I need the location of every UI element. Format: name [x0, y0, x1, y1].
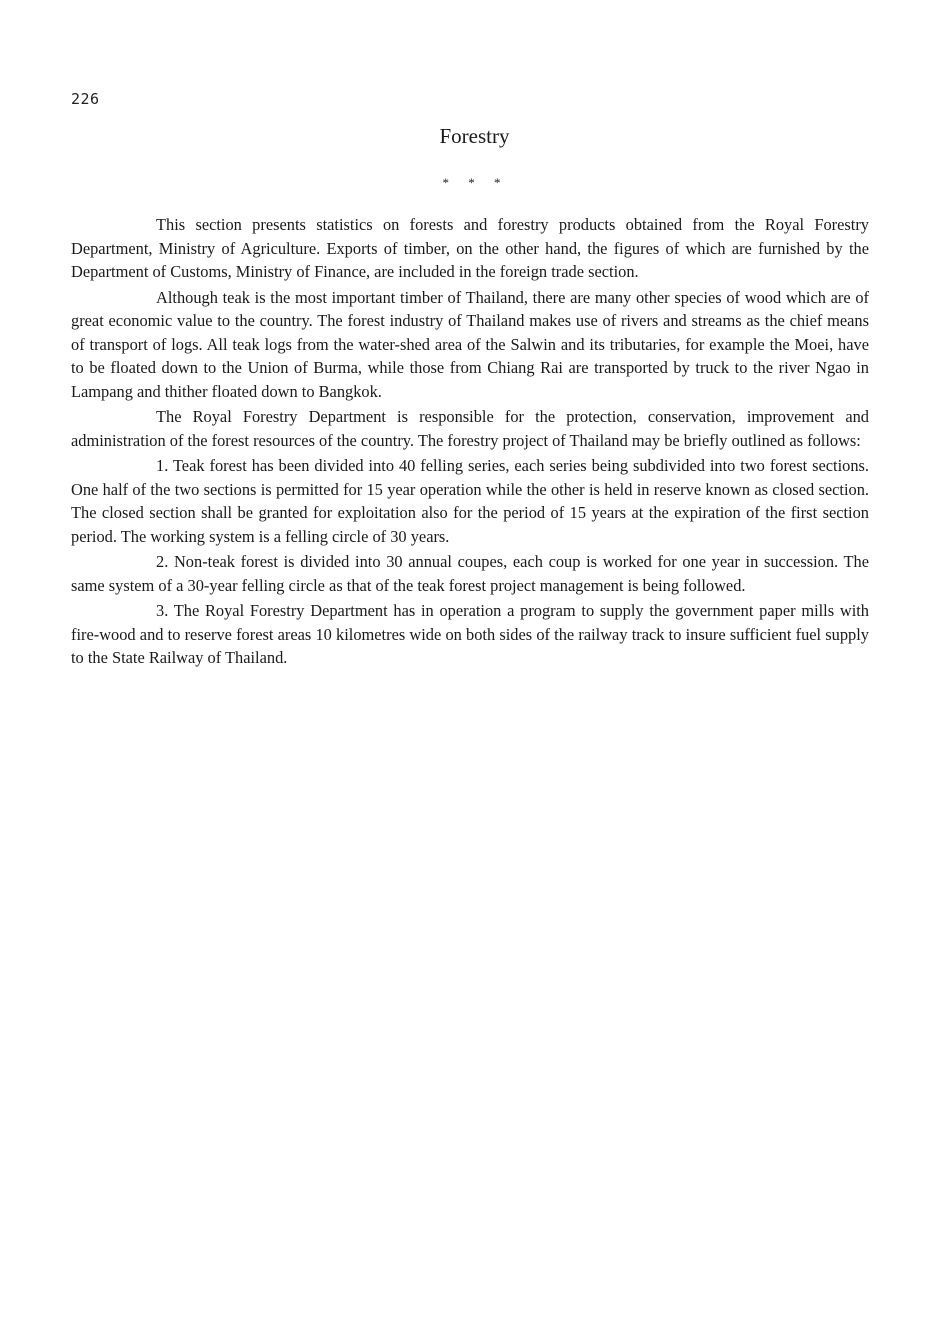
paragraph-teak-transport: Although teak is the most important timber of Thailand, there are many other species of wood which are of great economic value to the country. The forest industry of Thailand makes use of rivers and streams as the chief means of transport of logs. All teak logs from the water-shed area of the Salwin and its tributaries, for example the Moei, have to be floated down to the Union of Burma, while those from Chiang Rai are transported by truck to the river Ngao in Lampang and thither floated down to Bangkok. [71, 287, 869, 401]
page-title: Forestry [439, 124, 510, 148]
section-ornament: * * * [442, 175, 509, 190]
paragraph-item-2-non-teak-forest: 2. Non-teak forest is divided into 30 annual coupes, each coup is worked for one year in succession. The same system of a 30-year felling circle as that of the teak forest project management is being followed. [71, 552, 869, 595]
paragraph-forestry-department: The Royal Forestry Department is responsible for the protection, conservation, improvement and administration of the forest resources of the country. The forestry project of Thailand may be briefly outlined as follows: [71, 407, 869, 450]
page-number: 226 [71, 90, 100, 108]
paragraph-item-1-teak-forest: 1. Teak forest has been divided into 40 felling series, each series being subdivided into two forest sections. One half of the two sections is permitted for 15 year operation while the other is held in reserve known as closed section. The closed section shall be granted for exploitation also for the period of 15 years at the expiration of the first section period. The working system is a felling circle of 30 years. [71, 456, 869, 546]
paragraph-intro: This section presents statistics on forests and forestry products obtained from the Royal Forestry Department, Ministry of Agriculture. Exports of timber, on the other hand, the figures of which are furnished by the Department of Customs, Ministry of Finance, are included in the foreign trade section. [71, 215, 869, 281]
paragraph-item-3-fuel-supply: 3. The Royal Forestry Department has in operation a program to supply the government paper mills with fire-wood and to reserve forest areas 10 kilometres wide on both sides of the railway track to insure sufficient fuel supply to the State Railway of Thailand. [71, 601, 869, 667]
body-text [71, 213, 869, 672]
